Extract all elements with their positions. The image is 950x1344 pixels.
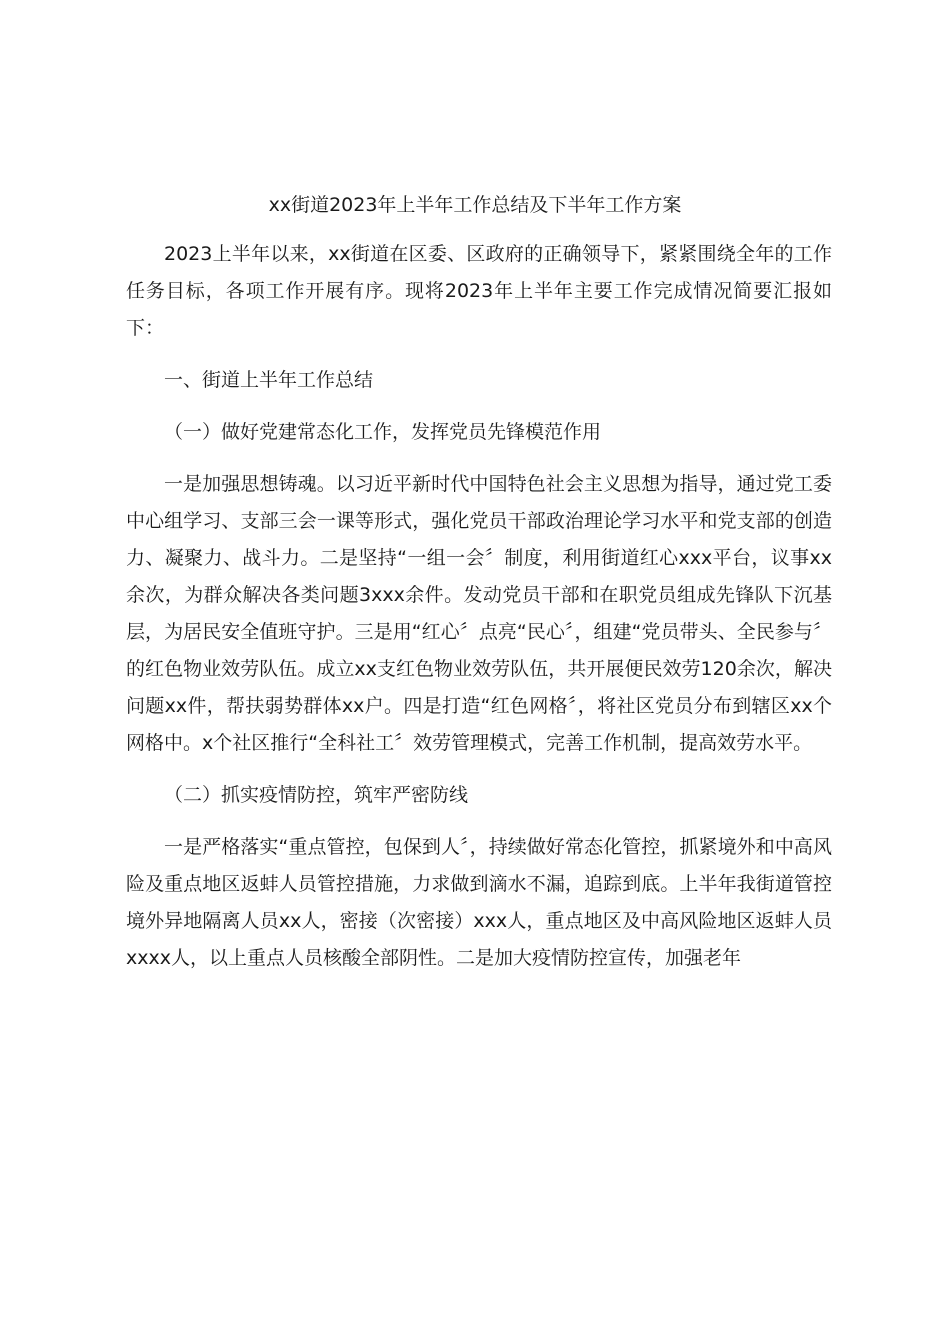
subsection-heading-1: （一）做好党建常态化工作，发挥党员先锋模范作用: [164, 421, 602, 443]
document-body: [126, 236, 832, 992]
subsection-heading-2: （二）抓实疫情防控，筑牢严密防线: [164, 784, 469, 806]
subsection-paragraph-2: 一是严格落实“重点管控，包保到人〞，持续做好常态化管控，抓紧境外和中高风险及重点地区返蚌人员管控措施，力求做到滴水不漏，追踪到底。上半年我街道管控境外异地隔离人员xx人，密接（次密接）xxx人，重点地区及中高风险地区返蚌人员xxxx人，以上重点人员核酸全部阴性。二是加大疫情防控宣传，加强老年: [126, 836, 832, 969]
intro-paragraph: 2023上半年以来，xx街道在区委、区政府的正确领导下，紧紧围绕全年的工作任务目标，各项工作开展有序。现将2023年上半年主要工作完成情况简要汇报如下：: [126, 243, 832, 339]
section-heading: 一、街道上半年工作总结: [164, 369, 374, 391]
document-title: xx街道2023年上半年工作总结及下半年工作方案: [268, 194, 682, 216]
subsection-paragraph-1: 一是加强思想铸魂。以习近平新时代中国特色社会主义思想为指导，通过党工委中心组学习、支部三会一课等形式，强化党员干部政治理论学习水平和党支部的创造力、凝聚力、战斗力。二是坚持“一组一会〞制度，利用街道红心xxx平台，议事xx余次，为群众解决各类问题3xxx余件。发动党员干部和在职党员组成先锋队下沉基层，为居民安全值班守护。三是用“红心〞点亮“民心〞，组建“党员带头、全民参与〞的红色物业效劳队伍。成立xx支红色物业效劳队伍，共开展便民效劳120余次，解决问题xx件，帮扶弱势群体xx户。四是打造“红色网格〞，将社区党员分布到辖区xx个网格中。x个社区推行“全科社工〞效劳管理模式，完善工作机制，提高效劳水平。: [126, 473, 832, 754]
